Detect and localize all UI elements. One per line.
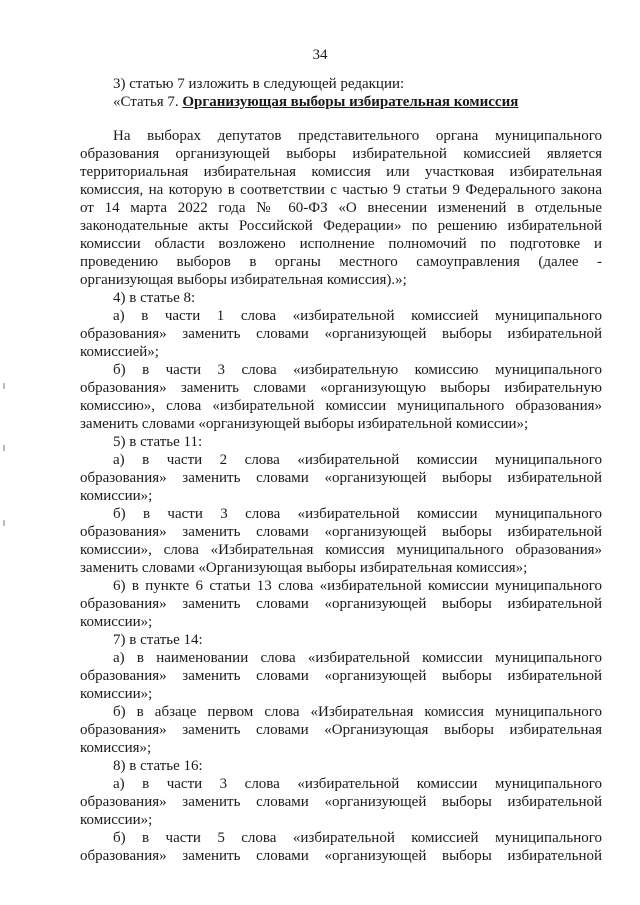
- text-line: а) в части 3 слова «избирательной комиссии муниципального: [113, 776, 602, 792]
- text-line: образования» заменить словами «организующей выборы избирательной: [80, 848, 602, 864]
- text-line: комиссия, на которую в соответствии с частью 9 статьи 9 Федерального закона: [80, 182, 602, 198]
- text-line: образования» заменить словами «организующей выборы избирательной: [80, 668, 602, 684]
- text-line: комиссии», слова «Избирательная комиссия муниципального образования»: [80, 542, 602, 558]
- text-line: законодательные акты Российской Федерации» по решению избирательной: [80, 218, 602, 234]
- text-line: б) в абзаце первом слова «Избирательная комиссия муниципального: [113, 704, 602, 720]
- text-line: образования» заменить словами «организующей выборы избирательной: [80, 326, 602, 342]
- text-line: комиссия»;: [80, 740, 152, 756]
- text-line: комиссии»;: [80, 614, 153, 630]
- text-line: образования» заменить словами «организующей выборы избирательной: [80, 794, 602, 810]
- text-line: а) в наименовании слова «избирательной комиссии муниципального: [113, 650, 602, 666]
- article-title: Организующая выборы избирательная комиссия: [182, 94, 519, 110]
- text-line: комиссию», слова «избирательной комиссии муниципального образования»: [80, 398, 602, 414]
- text-line: б) в части 3 слова «избирательную комиссию муниципального: [113, 362, 602, 378]
- text-line: территориальная избирательная комиссия или участковая избирательная: [80, 164, 602, 180]
- text-line: заменить словами «Организующая выборы избирательная комиссия»;: [80, 560, 528, 576]
- text-line: образования» заменить словами «организующей выборы избирательной: [80, 596, 602, 612]
- text-line: образования» заменить словами «организующей выборы избирательной: [80, 524, 602, 540]
- text-line: образования» заменить словами «Организующая выборы избирательная: [80, 722, 602, 738]
- text-line: 7) в статье 14:: [113, 632, 203, 648]
- scan-margin-mark: [3, 383, 5, 389]
- text-line: 5) в статье 11:: [113, 434, 203, 450]
- text-line: комиссии области возложено исполнение полномочий по подготовке и: [80, 236, 602, 252]
- text-line: комиссии»;: [80, 812, 153, 828]
- text-line: а) в части 1 слова «избирательной комиссией муниципального: [113, 308, 602, 324]
- text-line: образования» заменить словами «организующую выборы избирательную: [80, 380, 602, 396]
- text-line: [113, 93, 602, 111]
- scan-margin-mark: [3, 520, 5, 526]
- text-line: образования организующей выборы избирательной комиссией является: [80, 146, 602, 162]
- text-line: проведению выборов в органы местного самоуправления (далее -: [80, 254, 602, 270]
- text-line: б) в части 3 слова «избирательной комиссии муниципального: [113, 506, 602, 522]
- text-line: б) в части 5 слова «избирательной комиссией муниципального: [113, 830, 602, 846]
- text-line: 6) в пункте 6 статьи 13 слова «избирательной комиссии муниципального: [113, 578, 602, 594]
- text-line: а) в части 2 слова «избирательной комиссии муниципального: [113, 452, 602, 468]
- text-line: организующая выборы избирательная комиссия).»;: [80, 272, 407, 288]
- text-line: от 14 марта 2022 года № 60-ФЗ «О внесении изменений в отдельные: [80, 200, 602, 216]
- text-line: комиссии»;: [80, 488, 153, 504]
- text-line: заменить словами «организующей выборы избирательной комиссии»;: [80, 416, 529, 432]
- scan-margin-mark: [3, 445, 5, 451]
- text-line: 3) статью 7 изложить в следующей редакции:: [113, 76, 405, 92]
- text-line: комиссией»;: [80, 344, 159, 360]
- text-line: 4) в статье 8:: [113, 290, 196, 306]
- article-prefix: «Статья 7.: [113, 94, 183, 110]
- text-line: комиссии»;: [80, 686, 153, 702]
- page-number: 34: [312, 47, 328, 63]
- text-line: образования» заменить словами «организующей выборы избирательной: [80, 470, 602, 486]
- text-line: На выборах депутатов представительного органа муниципального: [113, 128, 602, 144]
- text-line: 8) в статье 16:: [113, 758, 203, 774]
